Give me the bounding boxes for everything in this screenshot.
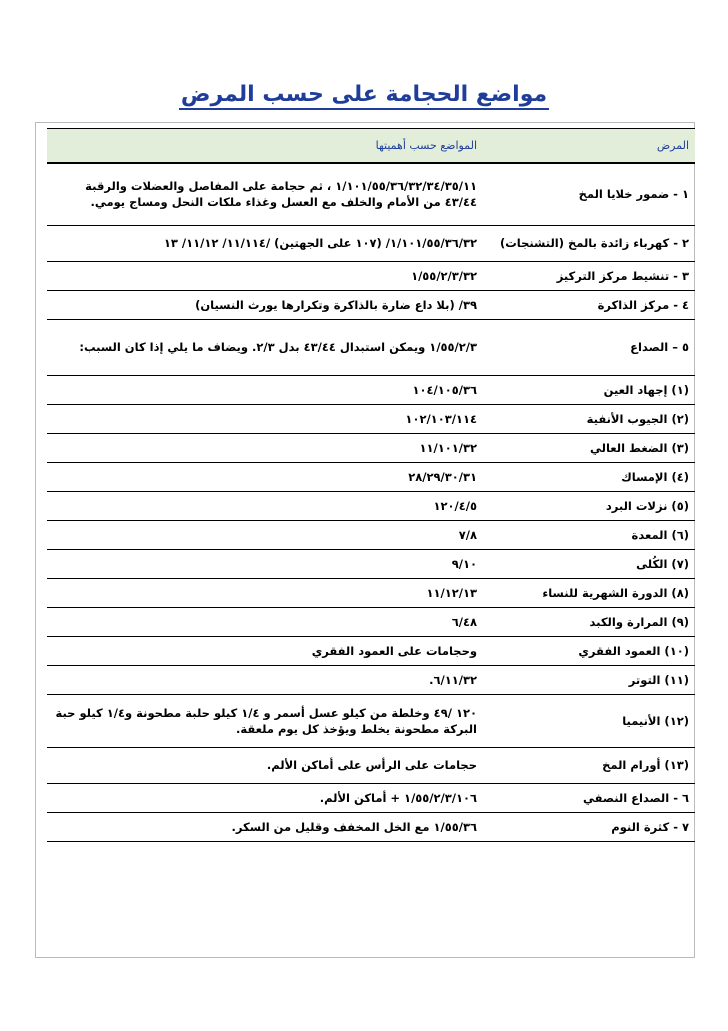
sites-cell: ١٢٠ /٤٩ وخلطة من كيلو عسل أسمر و ١/٤ كيلو حلبة مطحونة و١/٤ كيلو حبة البركة مطحونة يخلط ويؤخذ كل يوم ملعقة. bbox=[47, 694, 483, 747]
sites-cell: ١٠٢/١٠٣/١١٤ bbox=[47, 404, 483, 433]
disease-cell: (٥) نزلات البرد bbox=[483, 491, 695, 520]
sites-cell: ١/١٠١/٥٥/٣٦/٣٢/٣٤/٣٥/١١ ، ثم حجامة على المفاصل والعضلات والرقبة ٤٣/٤٤ من الأمام والخلف مع العسل وغذاء ملكات النحل ومساج يومي. bbox=[47, 163, 483, 225]
table-row bbox=[47, 665, 695, 694]
sites-cell: ٢٨/٢٩/٣٠/٣١ bbox=[47, 462, 483, 491]
sites-cell: ١١/١٢/١٣ bbox=[47, 578, 483, 607]
disease-cell: ٦ - الصداع النصفي bbox=[483, 783, 695, 812]
sites-cell: ٧/٨ bbox=[47, 520, 483, 549]
sites-cell: ١/٥٥/٢/٣/٣٢ bbox=[47, 261, 483, 290]
cupping-table bbox=[47, 128, 695, 842]
table-row bbox=[47, 462, 695, 491]
table-row bbox=[47, 694, 695, 747]
disease-cell: (٦) المعدة bbox=[483, 520, 695, 549]
disease-cell: ٧ - كثرة النوم bbox=[483, 812, 695, 841]
table-row bbox=[47, 375, 695, 404]
disease-cell: (٣) الضغط العالي bbox=[483, 433, 695, 462]
header-disease: المرض bbox=[483, 129, 695, 164]
sites-cell: ١٠٤/١٠٥/٣٦ bbox=[47, 375, 483, 404]
sites-cell: ١/٥٥/٢/٣ ويمكن استبدال ٤٣/٤٤ بدل ٢/٣. ويضاف ما يلي إذا كان السبب: bbox=[47, 319, 483, 375]
table-row bbox=[47, 520, 695, 549]
sites-cell: ٣٩/ (بلا داع ضارة بالذاكرة وتكرارها يورث النسيان) bbox=[47, 290, 483, 319]
page-title: مواضع الحجامة على حسب المرض bbox=[0, 82, 728, 107]
table-row bbox=[47, 433, 695, 462]
table-row bbox=[47, 812, 695, 841]
disease-cell: (٢) الجيوب الأنفية bbox=[483, 404, 695, 433]
disease-cell: ٢ - كهرباء زائدة بالمخ (التشنجات) bbox=[483, 225, 695, 261]
sites-cell: حجامات على الرأس على أماكن الألم. bbox=[47, 747, 483, 783]
table-row bbox=[47, 747, 695, 783]
sites-cell: ١/١٠١/٥٥/٣٦/٣٢/ (١٠٧ على الجهتين) /١١/١١٤/ ١١/١٢/ ١٣ bbox=[47, 225, 483, 261]
disease-cell: ١ - ضمور خلايا المخ bbox=[483, 163, 695, 225]
disease-cell: ٣ - تنشيط مركز التركيز bbox=[483, 261, 695, 290]
sites-cell: ١١/١٠١/٣٢ bbox=[47, 433, 483, 462]
table-row bbox=[47, 163, 695, 225]
header-sites: المواضع حسب أهميتها bbox=[47, 129, 483, 164]
table-row bbox=[47, 549, 695, 578]
disease-cell: (٧) الكُلى bbox=[483, 549, 695, 578]
table-row bbox=[47, 404, 695, 433]
table-row bbox=[47, 636, 695, 665]
table-row bbox=[47, 783, 695, 812]
disease-cell: (٨) الدورة الشهرية للنساء bbox=[483, 578, 695, 607]
disease-cell: (١٣) أورام المخ bbox=[483, 747, 695, 783]
sites-cell: ١/٥٥/٢/٣/١٠٦ + أماكن الألم. bbox=[47, 783, 483, 812]
table-row bbox=[47, 261, 695, 290]
sites-cell: وحجامات على العمود الفقري bbox=[47, 636, 483, 665]
table-row bbox=[47, 290, 695, 319]
table-row bbox=[47, 607, 695, 636]
disease-cell: (١٢) الأنيميا bbox=[483, 694, 695, 747]
sites-cell: ٩/١٠ bbox=[47, 549, 483, 578]
sites-cell: ١٢٠/٤/٥ bbox=[47, 491, 483, 520]
disease-cell: (١٠) العمود الفقري bbox=[483, 636, 695, 665]
table-row bbox=[47, 578, 695, 607]
table-header-row bbox=[47, 129, 695, 164]
sites-cell: ٦/١١/٣٢. bbox=[47, 665, 483, 694]
disease-cell: (٩) المرارة والكبد bbox=[483, 607, 695, 636]
table-row bbox=[47, 319, 695, 375]
disease-cell: ٥ – الصداع bbox=[483, 319, 695, 375]
sites-cell: ٦/٤٨ bbox=[47, 607, 483, 636]
table-row bbox=[47, 225, 695, 261]
table-row bbox=[47, 491, 695, 520]
disease-cell: (١١) التوتر bbox=[483, 665, 695, 694]
sites-cell: ١/٥٥/٣٦ مع الخل المخفف وقليل من السكر. bbox=[47, 812, 483, 841]
disease-cell: ٤ - مركز الذاكرة bbox=[483, 290, 695, 319]
disease-cell: (١) إجهاد العين bbox=[483, 375, 695, 404]
disease-cell: (٤) الإمساك bbox=[483, 462, 695, 491]
